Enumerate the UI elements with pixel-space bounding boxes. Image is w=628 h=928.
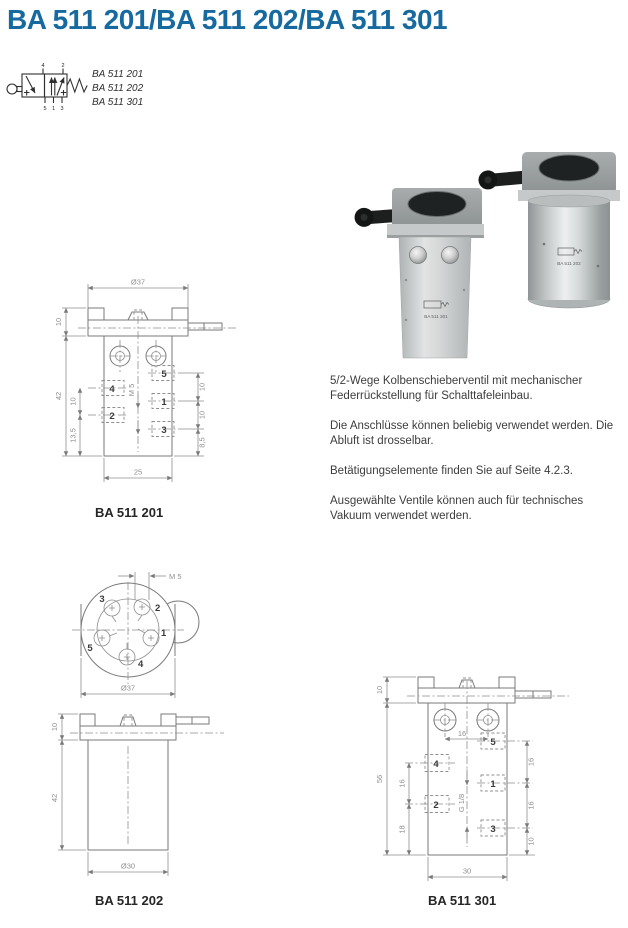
port-201-3: 3 <box>161 425 167 436</box>
drawing-caption-ba511301: BA 511 301 <box>428 893 497 908</box>
symbol-port-3: 3 <box>60 106 64 112</box>
port-201-2: 2 <box>109 411 115 422</box>
dim-301-body-height: 56 <box>375 774 384 784</box>
dim-201-body-height: 42 <box>54 391 63 401</box>
port-301-4: 4 <box>433 759 439 770</box>
symbol-variant-3: BA 511 301 <box>92 97 144 109</box>
port-201-5: 5 <box>161 369 167 380</box>
dim-301-bottom-width: 30 <box>462 866 472 876</box>
dim-201-left-spacing: 10 <box>68 397 78 406</box>
mounting-flange <box>387 188 484 238</box>
port-301-1: 1 <box>490 779 496 790</box>
drawing-ba511201 <box>28 268 298 518</box>
dim-202-thread: M 5 <box>169 572 182 581</box>
mounting-flange <box>518 152 620 201</box>
description-paragraph-2: Die Anschlüsse können beliebig verwendet werden. Die Abluft ist drosselbar. <box>330 420 614 447</box>
dim-301-left-bottom: 18 <box>397 825 407 834</box>
dim-301-right-bottom: 10 <box>526 837 536 846</box>
dim-202-top-diameter: Ø37 <box>120 683 136 693</box>
valve-body <box>399 237 471 358</box>
drawing-caption-ba511201: BA 511 201 <box>95 505 164 520</box>
dim-201-right-a: 10 <box>197 382 207 392</box>
port-202-5: 5 <box>87 643 93 654</box>
valve-body <box>528 195 610 308</box>
dim-202-flange-height: 10 <box>50 722 59 732</box>
dim-301-flange-height: 10 <box>375 685 384 695</box>
description-block <box>330 374 626 539</box>
dim-301-right-b: 16 <box>526 801 536 810</box>
port-202-1: 1 <box>161 628 167 639</box>
product-photo-cyl-valve <box>478 128 628 316</box>
dim-301-thread: G 1/8 <box>457 793 466 813</box>
description-paragraph-4: Ausgewählte Ventile können auch für technisches Vakuum verwendet werden. <box>330 495 584 522</box>
page-title: BA 511 201/BA 511 202/BA 511 301 <box>7 4 448 35</box>
port-301-2: 2 <box>433 800 439 811</box>
dim-201-thread: M 5 <box>127 383 136 397</box>
engraved-marking-rect-valve: BA 511 301 <box>424 314 448 319</box>
symbol-port-1: 1 <box>51 106 56 112</box>
engraved-marking-cyl-valve: BA 511 202 <box>557 261 581 266</box>
dim-301-right-a: 16 <box>526 757 536 767</box>
port-301-3: 3 <box>490 824 496 835</box>
dim-201-top-diameter: Ø37 <box>130 277 146 287</box>
port-202-3: 3 <box>99 594 105 605</box>
dim-201-right-b: 10 <box>197 410 207 420</box>
dim-201-flange-height: 10 <box>54 317 63 327</box>
dim-201-right-bottom: 8,5 <box>197 437 207 448</box>
dim-201-left-bottom: 13,5 <box>68 428 78 443</box>
port-202-4: 4 <box>138 659 144 670</box>
symbol-variant-list <box>92 68 143 111</box>
drawing-ba511301 <box>363 651 628 927</box>
port-201-4: 4 <box>109 384 115 395</box>
description-paragraph-3: Betätigungselemente finden Sie auf Seite 4.2.3. <box>330 465 573 477</box>
symbol-port-5: 5 <box>43 106 47 112</box>
dim-301-hole-spacing: 16 <box>457 729 467 738</box>
symbol-variant-2: BA 511 202 <box>92 83 144 95</box>
drawing-ba511202 <box>28 556 288 891</box>
dim-202-body-height: 42 <box>50 793 59 803</box>
dim-301-left-spacing: 16 <box>397 779 407 788</box>
symbol-variant-1: BA 511 201 <box>92 69 144 80</box>
drawing-caption-ba511202: BA 511 202 <box>95 893 164 908</box>
dim-201-bottom-width: 25 <box>133 467 143 477</box>
port-301-5: 5 <box>490 737 496 748</box>
dim-202-bottom-diameter: Ø30 <box>120 861 136 871</box>
symbol-port-2: 2 <box>61 63 65 69</box>
product-photo-rect-valve <box>352 160 484 362</box>
description-paragraph-1: 5/2-Wege Kolbenschieberventil mit mechanischer Federrückstellung für Schalttafeleinbau. <box>330 375 583 402</box>
port-201-1: 1 <box>161 397 167 408</box>
symbol-port-4: 4 <box>41 63 45 69</box>
port-202-2: 2 <box>155 603 161 614</box>
